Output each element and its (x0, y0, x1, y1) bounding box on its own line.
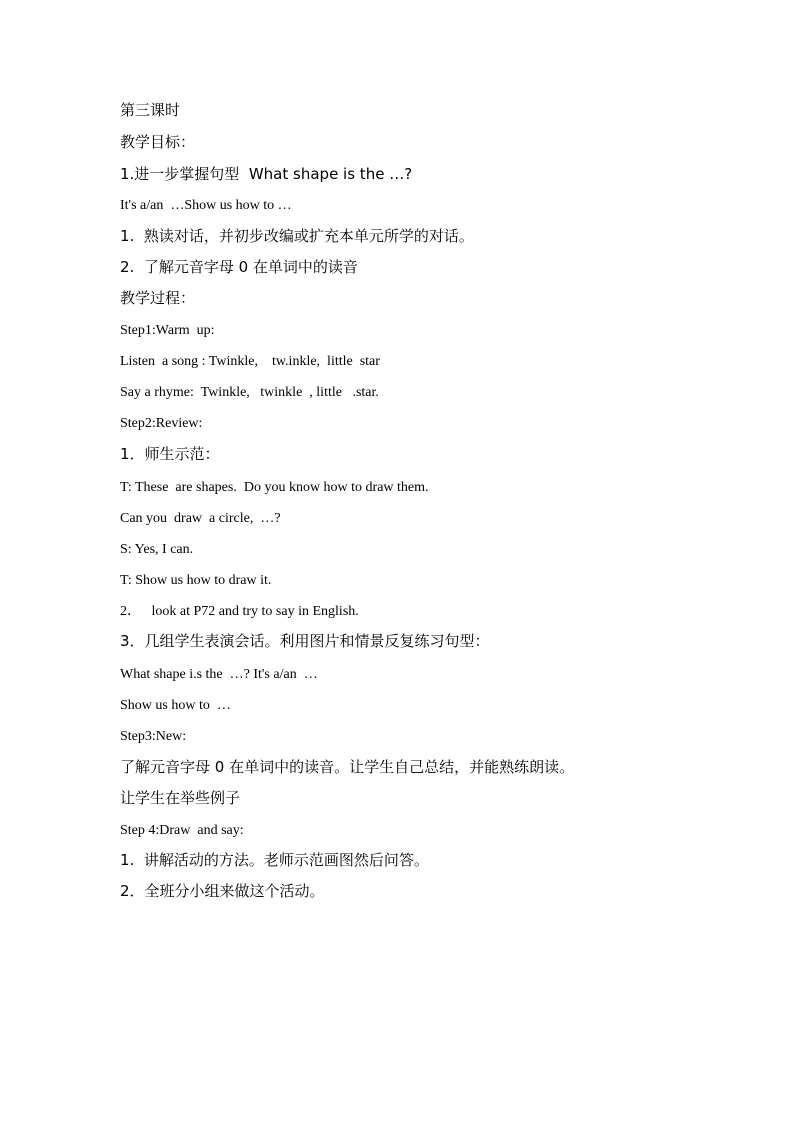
step-2-line-6: Show us how to … (120, 698, 231, 713)
step-3-heading: Step3:New: (120, 729, 187, 744)
step-4-heading: Step 4:Draw and say: (120, 823, 244, 838)
step-2-line-4: T: Show us how to draw it. (120, 573, 272, 588)
step-1-line-1: Listen a song : Twinkle, tw.inkle, little star (120, 354, 380, 369)
step-2-item-2: 2． look at P72 and try to say in English. (120, 604, 359, 619)
step-2-line-2: Can you draw a circle, …? (120, 511, 281, 526)
step-4-item-1: 1. 讲解活动的方法。老师示范画图然后问答。 (120, 851, 429, 869)
step-1-line-2: Say a rhyme: Twinkle, twinkle , little .star. (120, 385, 379, 400)
step-2-item-1: 1．师生示范： (120, 445, 220, 463)
objective-line-1: 1.进一步掌握句型 What shape is the …? (120, 165, 413, 183)
lesson-title: 第三课时 (120, 101, 181, 119)
step-4-item-2: 2．全班分小组来做这个活动。 (120, 882, 325, 900)
objective-line-4: 2. 了解元音字母 0 在单词中的读音 (120, 258, 358, 276)
step-2-line-5: What shape i.s the …? It's a/an … (120, 667, 318, 682)
objective-line-3: 1. 熟读对话，并初步改编或扩充本单元所学的对话。 (120, 227, 474, 245)
step-2-line-3: S: Yes, I can. (120, 542, 194, 557)
section-heading-objectives: 教学目标： (120, 133, 196, 151)
section-heading-process: 教学过程： (120, 289, 196, 307)
step-2-item-3: 3．几组学生表演会话。利用图片和情景反复练习句型： (120, 632, 490, 650)
step-1-heading: Step1:Warm up: (120, 323, 215, 338)
step-3-line-1: 了解元音字母 0 在单词中的读音。让学生自己总结，并能熟练朗读。 (120, 758, 575, 776)
step-2-heading: Step2:Review: (120, 416, 203, 431)
objective-line-2: It's a/an …Show us how to … (120, 198, 292, 213)
step-2-line-1: T: These are shapes. Do you know how to draw them. (120, 480, 429, 495)
step-3-line-2: 让学生在举些例子 (120, 789, 241, 807)
